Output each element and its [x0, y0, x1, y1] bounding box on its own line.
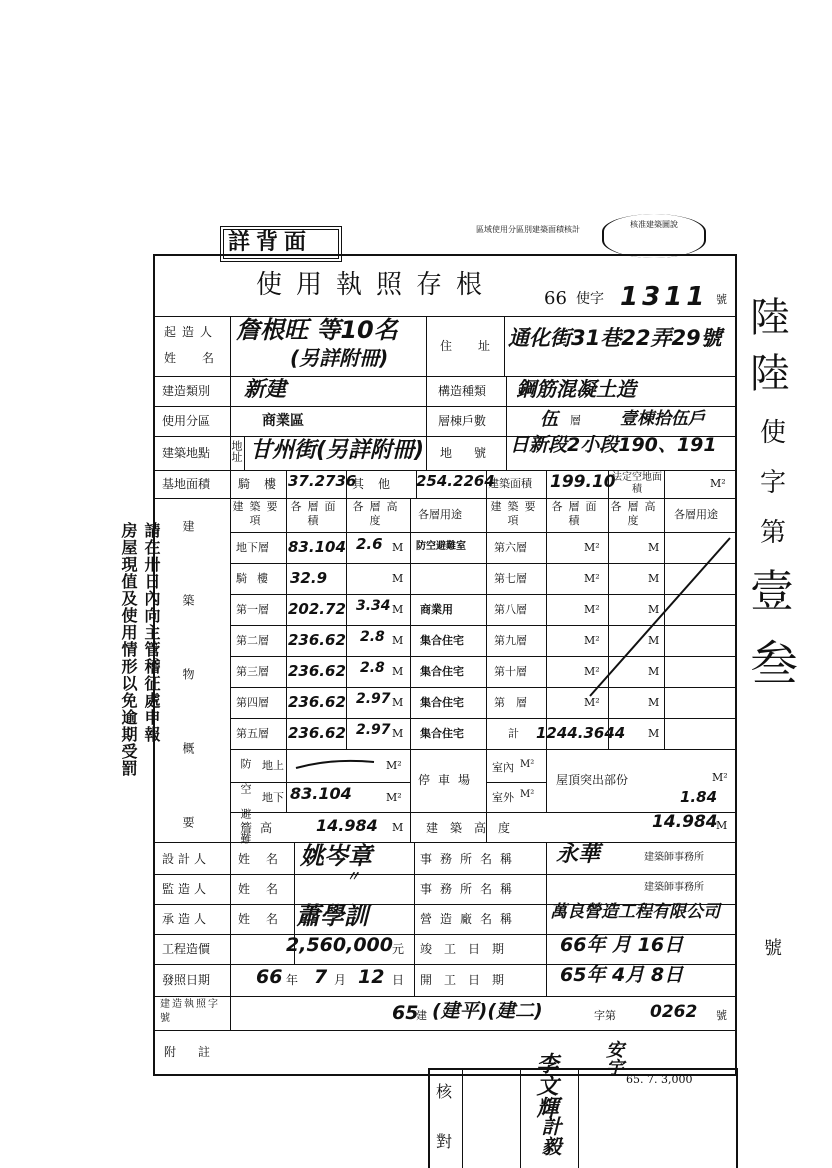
- floor-1-label: 第一層: [236, 603, 269, 616]
- label-legal-vacant: 法定空地面積: [612, 472, 662, 495]
- issue-year-unit: 年: [286, 973, 299, 987]
- label-indoor: 室內: [492, 761, 514, 774]
- issue-month: 7: [314, 966, 328, 988]
- f3-height-unit: M: [392, 665, 404, 678]
- fn-area-unit: M²: [584, 696, 600, 709]
- label-contractor-name: 姓名: [238, 912, 295, 926]
- header-height: 各層高度: [352, 500, 404, 527]
- floor-10-label: 第十層: [494, 665, 527, 678]
- f6-area-unit: M²: [584, 541, 600, 554]
- fn-height-unit: M: [648, 696, 660, 709]
- detail-back-label: 詳背面: [228, 229, 313, 255]
- label-building-type: 建造類別: [162, 384, 211, 398]
- floor-4-label: 第四層: [236, 696, 269, 709]
- label-site-no: 地號: [440, 446, 509, 460]
- license-suffix: 號: [716, 293, 727, 306]
- f4-area: 236.62: [288, 693, 346, 711]
- label-zone: 使用分區: [162, 414, 211, 428]
- label-above: 地上: [262, 759, 284, 772]
- basement-height: 2.6: [356, 535, 383, 553]
- floor-2-label: 第二層: [236, 634, 269, 647]
- builder-sub: (另詳附冊): [290, 346, 389, 370]
- label-contractor: 承造人: [162, 912, 211, 926]
- f4-use: 集合住宅: [420, 696, 464, 709]
- zone-value: 商業區: [262, 413, 304, 429]
- roof-value: 1.84: [680, 788, 718, 806]
- designer-value: 姚岑章: [300, 842, 372, 870]
- f1-height-unit: M: [392, 603, 404, 616]
- label-contractor-firm: 營造廠名稱: [420, 912, 521, 926]
- arcade-area-value: 37.2736: [288, 472, 357, 490]
- permit-year: 65: [392, 1002, 419, 1024]
- label-outdoor: 室外: [492, 791, 514, 804]
- total-area: 1244.3644: [536, 724, 626, 742]
- permit-zi: 字第: [594, 1009, 616, 1022]
- f2-use: 集合住宅: [420, 634, 464, 647]
- label-site-addr: 地址: [230, 440, 243, 462]
- floor-basement-label: 地下層: [236, 541, 269, 554]
- f5-height-unit: M: [392, 727, 404, 740]
- header-item-2: 建築要項: [490, 500, 542, 527]
- label-site-area: 基地面積: [162, 477, 211, 491]
- designer-office-value: 永華: [556, 842, 601, 867]
- stamp-left: 區域使用分區別建築面積核計: [476, 225, 580, 234]
- label-issue: 發照日期: [162, 973, 211, 987]
- cost-value: 2,560,000: [286, 934, 393, 956]
- f1-area: 202.72: [288, 600, 346, 618]
- label-bldg-height: 建築高度: [426, 821, 523, 835]
- floor-5-label: 第五層: [236, 727, 269, 740]
- contractor-firm-value: 萬良營造工程有限公司: [550, 902, 720, 922]
- label-designer: 設計人: [162, 852, 211, 866]
- f8-area-unit: M²: [584, 603, 600, 616]
- f9-height-unit: M: [648, 634, 660, 647]
- below-unit: M²: [386, 791, 402, 804]
- f1-use: 商業用: [420, 603, 453, 616]
- issue-month-unit: 月: [334, 973, 347, 987]
- builder-name: 詹根旺 等10名: [236, 316, 398, 344]
- header-area-2: 各層面積: [551, 500, 603, 527]
- label-other: 其他: [352, 477, 405, 491]
- review-sign-2: 計毅: [538, 1116, 562, 1156]
- label-building-area: 建築面積: [488, 477, 532, 490]
- label-structure: 構造種類: [438, 384, 487, 398]
- label-overview: 建築物概要: [181, 520, 195, 890]
- permit-build: 建: [416, 1009, 427, 1022]
- basement-height-unit: M: [392, 541, 404, 554]
- bldg-height-unit: M: [716, 819, 728, 832]
- f3-height: 2.8: [360, 660, 385, 676]
- header-height-2: 各層高度: [610, 500, 662, 527]
- f5-height: 2.97: [356, 722, 391, 738]
- f6-height-unit: M: [648, 541, 660, 554]
- label-address: 住址: [440, 339, 517, 353]
- contractor-value: 蕭學訓: [296, 902, 368, 930]
- cost-unit: 元: [392, 942, 405, 956]
- label-below: 地下: [262, 791, 284, 804]
- total-label: 計: [508, 727, 519, 740]
- f10-height-unit: M: [648, 665, 660, 678]
- basement-area: 83.104: [288, 538, 346, 556]
- label-supervisor: 監造人: [162, 882, 211, 896]
- eave-value: 14.984: [316, 816, 378, 835]
- label-parking: 停車場: [418, 773, 479, 787]
- label-supervisor-office: 事務所名稱: [420, 882, 521, 896]
- floors-unit: 層: [570, 414, 581, 427]
- f2-height: 2.8: [360, 629, 385, 645]
- label-review: 核: [436, 1082, 453, 1101]
- address-value: 通化街31巷22弄29號: [508, 326, 722, 350]
- label-check: 對: [436, 1132, 453, 1151]
- permit-number: 0262: [650, 1002, 698, 1022]
- supervisor-arch-office: 建築師事務所: [644, 882, 704, 893]
- units-value: 壹棟拾伍戶: [620, 409, 705, 429]
- f5-area: 236.62: [288, 724, 346, 742]
- f7-height-unit: M: [648, 572, 660, 585]
- f4-height-unit: M: [392, 696, 404, 709]
- floor-9-label: 第九層: [494, 634, 527, 647]
- header-area: 各層面積: [290, 500, 342, 527]
- label-arcade: 騎樓: [238, 477, 291, 491]
- label-start: 開工日期: [420, 973, 517, 987]
- label-designer-office: 事務所名稱: [420, 852, 521, 866]
- floor-arcade-label: 騎樓: [236, 572, 278, 585]
- supervisor-mark: 〃: [346, 869, 360, 885]
- label-complete: 竣工日期: [420, 942, 517, 956]
- header-use: 各層用途: [418, 508, 462, 521]
- f3-use: 集合住宅: [420, 665, 464, 678]
- f4-height: 2.97: [356, 691, 391, 707]
- arcade-row-area: 32.9: [290, 569, 328, 587]
- f2-height-unit: M: [392, 634, 404, 647]
- permit-word: (建平)(建二): [432, 1000, 543, 1022]
- f5-use: 集合住宅: [420, 727, 464, 740]
- label-roof: 屋頂突出部份: [556, 773, 629, 787]
- issue-year: 66: [256, 966, 283, 988]
- label-site: 建築地點: [162, 446, 211, 460]
- label-supervisor-name: 姓名: [238, 882, 295, 896]
- label-floors-units: 層棟戶數: [438, 414, 487, 428]
- label-air-raid: 防空避難: [239, 758, 252, 858]
- license-prefix: 66: [544, 288, 567, 309]
- label-note: 附註: [164, 1045, 233, 1059]
- permit-hao: 號: [716, 1009, 727, 1022]
- floor-3-label: 第三層: [236, 665, 269, 678]
- f9-area-unit: M²: [584, 634, 600, 647]
- left-note-col1: 請在卅日內向主管稽征處申報: [142, 522, 161, 743]
- building-area-value: 199.10: [550, 472, 616, 492]
- f2-area: 236.62: [288, 631, 346, 649]
- roof-unit: M²: [712, 771, 728, 784]
- f10-area-unit: M²: [584, 665, 600, 678]
- below-value: 83.104: [290, 784, 352, 803]
- review-box: [428, 1068, 738, 1168]
- label-builder: 起造人: [164, 325, 219, 339]
- stamp-right: 核准建築圖說: [602, 214, 706, 258]
- eave-unit: M: [392, 821, 404, 834]
- f7-area-unit: M²: [584, 572, 600, 585]
- complete-value: 66年 月 16日: [560, 934, 684, 956]
- floors-value: 伍: [540, 409, 558, 430]
- f3-area: 236.62: [288, 662, 346, 680]
- indoor-unit: M²: [520, 759, 535, 770]
- floor-7-label: 第七層: [494, 572, 527, 585]
- floor-n-label: 第 層: [494, 696, 527, 709]
- unused-floors-strike: [540, 532, 736, 702]
- f8-height-unit: M: [648, 603, 660, 616]
- label-eave: 簷高: [240, 821, 281, 835]
- site-addr-value: 甘州街(另詳附冊): [250, 438, 425, 463]
- designer-arch-office: 建築師事務所: [644, 852, 704, 863]
- label-cost: 工程造價: [162, 942, 211, 956]
- license-number: 1311: [620, 282, 709, 312]
- print-code: 65. 7. 3,000: [626, 1073, 693, 1086]
- above-unit: M²: [386, 759, 402, 772]
- label-designer-name: 姓名: [238, 852, 295, 866]
- floor-8-label: 第八層: [494, 603, 527, 616]
- label-name: 姓名: [164, 351, 241, 365]
- outdoor-unit: M²: [520, 789, 535, 800]
- left-note-col2: 房屋現值及使用情形以免逾期受罰: [119, 522, 138, 777]
- review-sign-1: 李文輝: [533, 1052, 558, 1118]
- review-sign-3: 安宇: [603, 1040, 624, 1076]
- floor-6-label: 第六層: [494, 541, 527, 554]
- label-permit-no: 建造執照字號: [160, 999, 220, 1024]
- other-area-value: 254.2264: [416, 472, 495, 490]
- arcade-row-unit: M: [392, 572, 404, 585]
- issue-day-unit: 日: [392, 973, 405, 987]
- start-value: 65年 4月 8日: [560, 964, 684, 986]
- building-type-value: 新建: [244, 377, 286, 401]
- site-no-value: 日新段2小段190、191: [510, 434, 717, 456]
- vacant-unit: M²: [710, 477, 726, 490]
- header-item: 建築要項: [232, 500, 284, 527]
- f1-height: 3.34: [356, 598, 391, 614]
- header-use-2: 各層用途: [674, 508, 718, 521]
- basement-use: 防空避難室: [416, 541, 466, 552]
- right-stamp: 陸 陸 使 字 第 壹 叁 號: [750, 295, 799, 959]
- total-height-unit: M: [648, 727, 660, 740]
- structure-value: 鋼筋混凝土造: [516, 377, 636, 401]
- above-dash: [292, 756, 382, 772]
- bldg-height-value: 14.984: [652, 812, 718, 832]
- form-title: 使用執照存根: [256, 270, 497, 300]
- license-char: 使字: [576, 291, 604, 307]
- issue-day: 12: [358, 966, 385, 988]
